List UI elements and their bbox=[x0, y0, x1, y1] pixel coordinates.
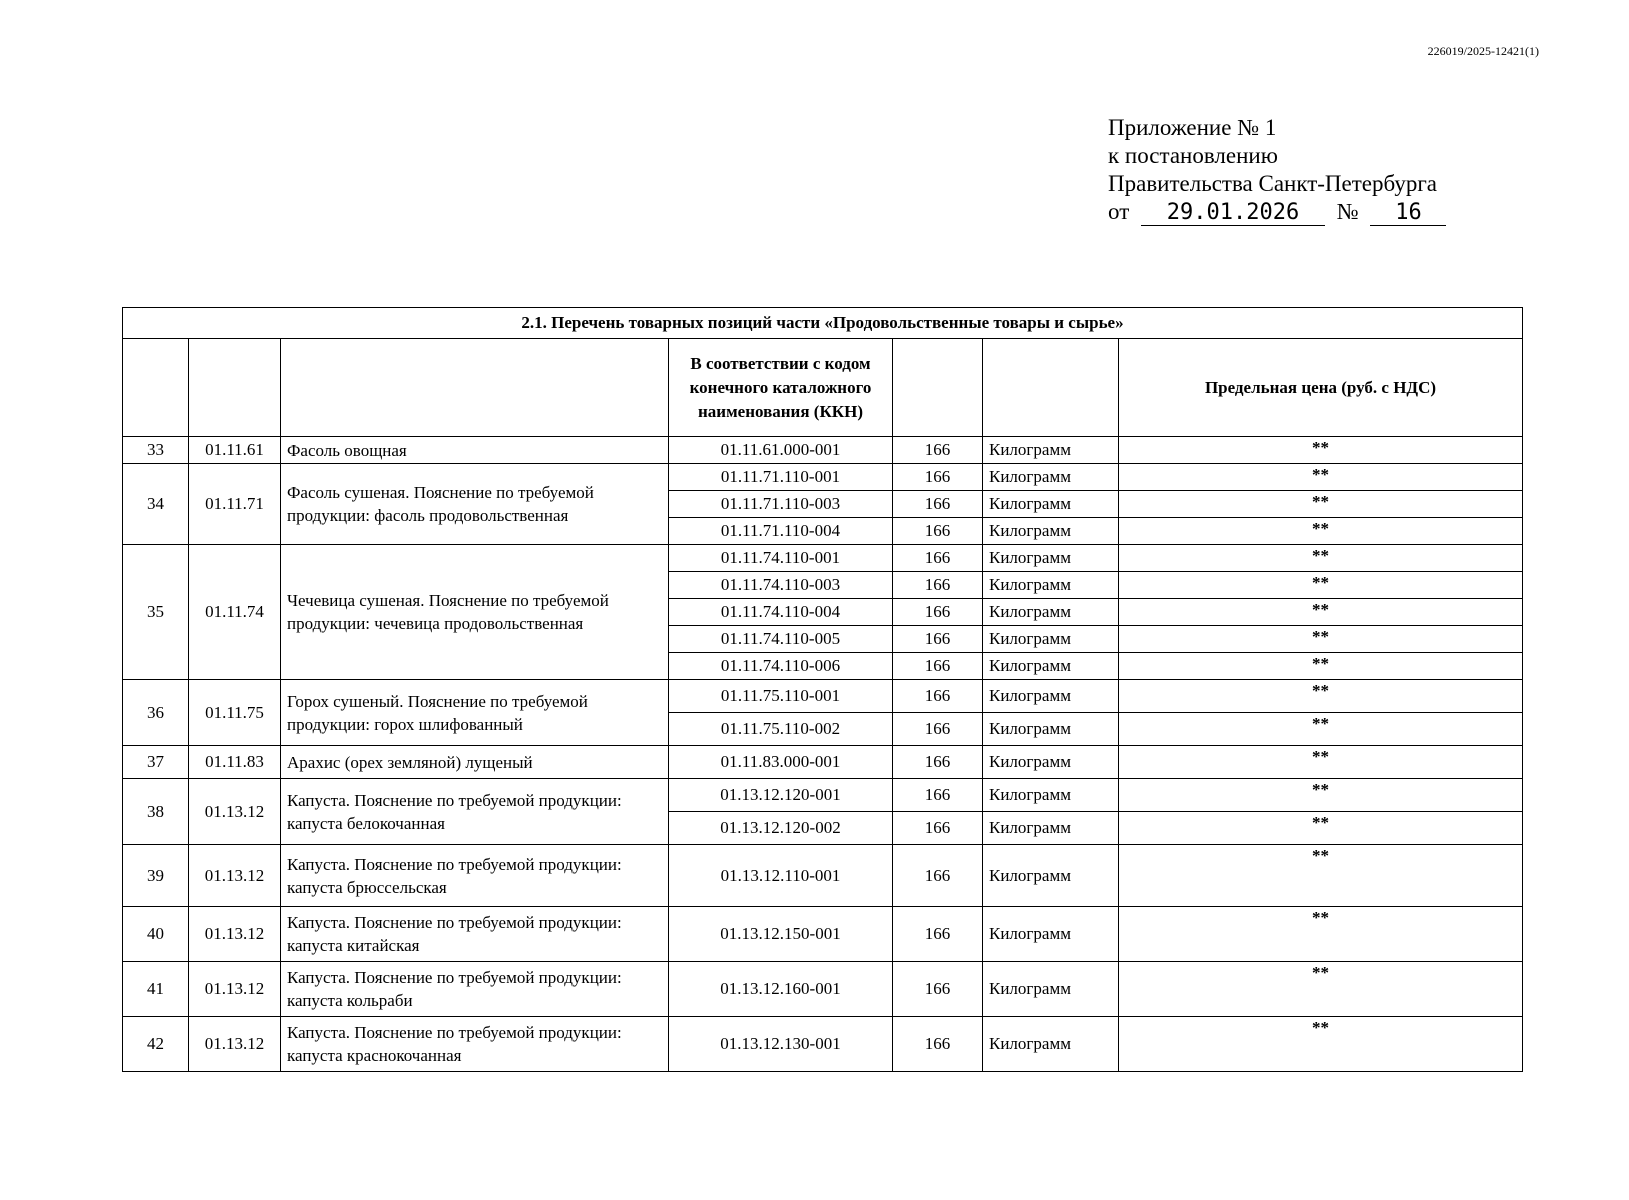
unit-code: 166 bbox=[893, 779, 983, 812]
price-cell: ** bbox=[1119, 1017, 1523, 1072]
okpd-code: 01.13.12 bbox=[189, 845, 281, 907]
unit-code: 166 bbox=[893, 491, 983, 518]
kkn-code: 01.11.74.110-003 bbox=[669, 572, 893, 599]
unit-code: 166 bbox=[893, 845, 983, 907]
table-row bbox=[123, 1017, 1523, 1072]
price-cell: ** bbox=[1119, 437, 1523, 464]
kkn-code: 01.11.74.110-004 bbox=[669, 599, 893, 626]
price-cell: ** bbox=[1119, 713, 1523, 746]
table-row bbox=[123, 680, 1523, 713]
unit-name: Килограмм bbox=[983, 518, 1119, 545]
header-empty bbox=[123, 339, 189, 437]
table-row bbox=[123, 779, 1523, 812]
item-name: Капуста. Пояснение по требуемой продукции: капуста белокочанная bbox=[281, 779, 669, 845]
unit-name: Килограмм bbox=[983, 437, 1119, 464]
unit-name: Килограмм bbox=[983, 962, 1119, 1017]
okpd-code: 01.11.74 bbox=[189, 545, 281, 680]
unit-code: 166 bbox=[893, 713, 983, 746]
kkn-code: 01.11.83.000-001 bbox=[669, 746, 893, 779]
decree-number: 16 bbox=[1370, 201, 1446, 226]
table-row bbox=[123, 545, 1523, 572]
okpd-code: 01.13.12 bbox=[189, 962, 281, 1017]
unit-name: Килограмм bbox=[983, 545, 1119, 572]
decree-date: 29.01.2026 bbox=[1141, 201, 1325, 226]
item-name: Чечевица сушеная. Пояснение по требуемой продукции: чечевица продовольственная bbox=[281, 545, 669, 680]
table-row bbox=[123, 962, 1523, 1017]
price-cell: ** bbox=[1119, 653, 1523, 680]
appendix-title: Приложение № 1 bbox=[1108, 115, 1277, 140]
table-row bbox=[123, 437, 1523, 464]
unit-name: Килограмм bbox=[983, 713, 1119, 746]
item-name: Фасоль сушеная. Пояснение по требуемой продукции: фасоль продовольственная bbox=[281, 464, 669, 545]
unit-code: 166 bbox=[893, 1017, 983, 1072]
unit-name: Килограмм bbox=[983, 746, 1119, 779]
date-label: от bbox=[1108, 199, 1130, 224]
table-body bbox=[123, 437, 1523, 1072]
okpd-code: 01.13.12 bbox=[189, 779, 281, 845]
kkn-code: 01.13.12.120-001 bbox=[669, 779, 893, 812]
unit-name: Килограмм bbox=[983, 812, 1119, 845]
kkn-code: 01.11.71.110-003 bbox=[669, 491, 893, 518]
unit-code: 166 bbox=[893, 653, 983, 680]
kkn-code: 01.11.71.110-001 bbox=[669, 464, 893, 491]
kkn-code: 01.11.74.110-005 bbox=[669, 626, 893, 653]
kkn-code: 01.11.74.110-001 bbox=[669, 545, 893, 572]
price-cell: ** bbox=[1119, 626, 1523, 653]
unit-name: Килограмм bbox=[983, 653, 1119, 680]
item-number: 42 bbox=[123, 1017, 189, 1072]
okpd-code: 01.11.83 bbox=[189, 746, 281, 779]
unit-name: Килограмм bbox=[983, 599, 1119, 626]
kkn-code: 01.11.71.110-004 bbox=[669, 518, 893, 545]
unit-code: 166 bbox=[893, 812, 983, 845]
table-row bbox=[123, 845, 1523, 907]
unit-code: 166 bbox=[893, 907, 983, 962]
price-cell: ** bbox=[1119, 545, 1523, 572]
header-kkn: В соответствии с кодом конечного каталожного наименования (ККН) bbox=[669, 339, 893, 437]
price-cell: ** bbox=[1119, 518, 1523, 545]
item-number: 33 bbox=[123, 437, 189, 464]
kkn-code: 01.13.12.120-002 bbox=[669, 812, 893, 845]
appendix-subtitle: к постановлению bbox=[1108, 143, 1278, 168]
okpd-code: 01.13.12 bbox=[189, 907, 281, 962]
table-title: 2.1. Перечень товарных позиций части «Продовольственные товары и сырье» bbox=[123, 308, 1523, 339]
unit-code: 166 bbox=[893, 962, 983, 1017]
unit-name: Килограмм bbox=[983, 779, 1119, 812]
unit-code: 166 bbox=[893, 599, 983, 626]
unit-name: Килограмм bbox=[983, 491, 1119, 518]
unit-code: 166 bbox=[893, 545, 983, 572]
okpd-code: 01.11.75 bbox=[189, 680, 281, 746]
price-cell: ** bbox=[1119, 491, 1523, 518]
unit-name: Килограмм bbox=[983, 1017, 1119, 1072]
okpd-code: 01.11.71 bbox=[189, 464, 281, 545]
item-name: Капуста. Пояснение по требуемой продукции: капуста китайская bbox=[281, 907, 669, 962]
header-price: Предельная цена (руб. с НДС) bbox=[1119, 339, 1523, 437]
unit-code: 166 bbox=[893, 437, 983, 464]
item-number: 38 bbox=[123, 779, 189, 845]
kkn-code: 01.11.61.000-001 bbox=[669, 437, 893, 464]
header-empty bbox=[893, 339, 983, 437]
item-number: 34 bbox=[123, 464, 189, 545]
header-empty bbox=[281, 339, 669, 437]
item-name: Капуста. Пояснение по требуемой продукции: капуста брюссельская bbox=[281, 845, 669, 907]
price-cell: ** bbox=[1119, 845, 1523, 907]
price-cell: ** bbox=[1119, 812, 1523, 845]
okpd-code: 01.13.12 bbox=[189, 1017, 281, 1072]
item-name: Горох сушеный. Пояснение по требуемой продукции: горох шлифованный bbox=[281, 680, 669, 746]
price-cell: ** bbox=[1119, 907, 1523, 962]
price-cell: ** bbox=[1119, 572, 1523, 599]
appendix-authority: Правительства Санкт-Петербурга bbox=[1108, 171, 1437, 196]
item-number: 37 bbox=[123, 746, 189, 779]
table-row bbox=[123, 746, 1523, 779]
kkn-code: 01.13.12.160-001 bbox=[669, 962, 893, 1017]
unit-code: 166 bbox=[893, 464, 983, 491]
unit-code: 166 bbox=[893, 572, 983, 599]
price-cell: ** bbox=[1119, 680, 1523, 713]
kkn-code: 01.11.74.110-006 bbox=[669, 653, 893, 680]
unit-code: 166 bbox=[893, 746, 983, 779]
price-cell: ** bbox=[1119, 464, 1523, 491]
item-number: 40 bbox=[123, 907, 189, 962]
unit-code: 166 bbox=[893, 680, 983, 713]
price-cell: ** bbox=[1119, 599, 1523, 626]
item-number: 39 bbox=[123, 845, 189, 907]
item-number: 36 bbox=[123, 680, 189, 746]
item-name: Капуста. Пояснение по требуемой продукции: капуста краснокочанная bbox=[281, 1017, 669, 1072]
kkn-code: 01.13.12.110-001 bbox=[669, 845, 893, 907]
unit-code: 166 bbox=[893, 518, 983, 545]
goods-table bbox=[122, 307, 1523, 1072]
unit-name: Килограмм bbox=[983, 680, 1119, 713]
item-number: 41 bbox=[123, 962, 189, 1017]
price-cell: ** bbox=[1119, 746, 1523, 779]
unit-code: 166 bbox=[893, 626, 983, 653]
appendix-header bbox=[1108, 114, 1446, 226]
unit-name: Килограмм bbox=[983, 907, 1119, 962]
kkn-code: 01.13.12.150-001 bbox=[669, 907, 893, 962]
item-number: 35 bbox=[123, 545, 189, 680]
price-cell: ** bbox=[1119, 962, 1523, 1017]
kkn-code: 01.11.75.110-002 bbox=[669, 713, 893, 746]
okpd-code: 01.11.61 bbox=[189, 437, 281, 464]
number-label: № bbox=[1336, 199, 1359, 224]
item-name: Капуста. Пояснение по требуемой продукции: капуста кольраби bbox=[281, 962, 669, 1017]
appendix-date-line bbox=[1108, 198, 1446, 226]
unit-name: Килограмм bbox=[983, 626, 1119, 653]
unit-name: Килограмм bbox=[983, 845, 1119, 907]
item-name: Фасоль овощная bbox=[281, 437, 669, 464]
header-empty bbox=[983, 339, 1119, 437]
table-row bbox=[123, 907, 1523, 962]
price-cell: ** bbox=[1119, 779, 1523, 812]
unit-name: Килограмм bbox=[983, 572, 1119, 599]
header-empty bbox=[189, 339, 281, 437]
table-row bbox=[123, 464, 1523, 491]
unit-name: Килограмм bbox=[983, 464, 1119, 491]
item-name: Арахис (орех земляной) лущеный bbox=[281, 746, 669, 779]
document-id: 226019/2025-12421(1) bbox=[1427, 44, 1539, 58]
kkn-code: 01.11.75.110-001 bbox=[669, 680, 893, 713]
kkn-code: 01.13.12.130-001 bbox=[669, 1017, 893, 1072]
